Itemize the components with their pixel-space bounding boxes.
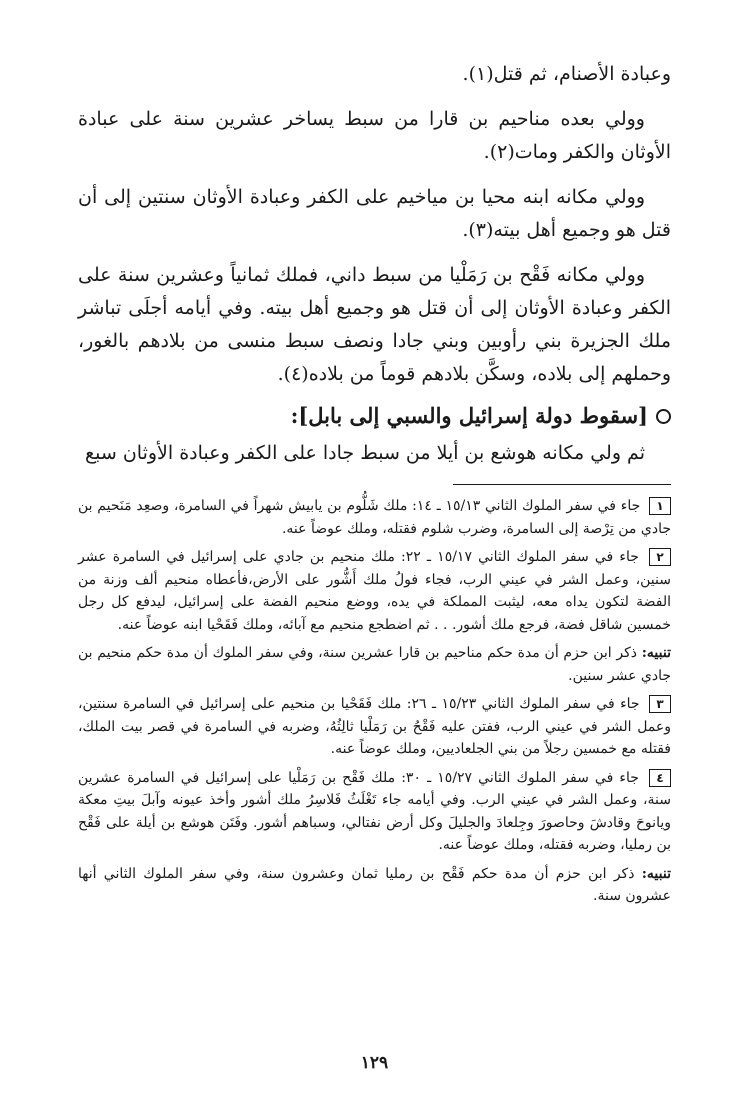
footnote-number: ٣ — [649, 695, 671, 713]
note-text: ذكر ابن حزم أن مدة حكم فَقْح بن رمليا ثمان وعشرون سنة، وفي سفر الملوك الثاني أنها عشرون سنة. — [78, 865, 671, 904]
footnote-text: جاء في سفر الملوك الثاني ١٥/١٧ ـ ٢٢: ملك منحيم بن جادي على إسرائيل في السامرة عشر سنين، وعمل الشر في عيني الرب، فجاء فولُ ملك أَشُّور على الأرض،فأعطاه منحيم ألف وزنة من الفضة لتكون يداه معه، ليثبت المملكة في يده، ووضع منحيم الفضة على إسرائيل، ليدفع كل رجل خمسين شاقل فضة، فرجع ملك أشور. . . ثم اضطجع منحيم مع آبائه، وملك فَقَحْيا ابنه عوضاً عنه. — [78, 549, 671, 633]
book-page — [78, 58, 671, 1109]
footnotes — [78, 495, 671, 908]
footnote-separator — [453, 484, 671, 485]
paragraph-5: ثم ولي مكانه هوشع بن أيلا من سبط جادا على الكفر وعبادة الأوثان سبع — [85, 442, 645, 464]
circle-bullet-icon — [656, 409, 671, 424]
page-number: ١٢٩ — [360, 1053, 389, 1073]
section-heading-text: [سقوط دولة إسرائيل والسبي إلى بابل]: — [290, 403, 648, 428]
note-label: تنبيه: — [641, 865, 671, 882]
footnote-number: ٤ — [649, 769, 671, 787]
main-text — [78, 58, 671, 470]
footnote-number: ٢ — [649, 548, 671, 566]
note-remark-1 — [78, 642, 671, 687]
paragraph-2: وولي بعده مناحيم بن قارا من سبط يساخر عشرين سنة على عبادة الأوثان والكفر ومات(٢). — [78, 108, 671, 163]
paragraph-1: وعبادة الأصنام، ثم قتل(١). — [462, 63, 671, 85]
paragraph-3: وولي مكانه ابنه محيا بن مياخيم على الكفر وعبادة الأوثان سنتين إلى أن قتل هو وجميع أهل بيته(٣). — [78, 186, 671, 241]
footnote-1 — [78, 495, 671, 540]
footnote-text: جاء في سفر الملوك الثاني ١٥/١٣ ـ ١٤: ملك شَلُّوم بن يابيش شهراً في السامرة، وصعِد مَنَحيم بن جادي من تِرْصة إلى السامرة، وضرب شلوم فقتله، وملك عوضاً عنه. — [78, 498, 671, 537]
footnote-text: جاء في سفر الملوك الثاني ١٥/٢٣ ـ ٢٦: ملك فَقَحْيا بن منحيم على إسرائيل في السامرة سنتين، وعمل الشر في عيني الرب، ففتن عليه فَقْحُ بن رَمَلْيا ثالِثُهُ، وضربه في السامرة في قصر بيت الملك، فقتله مع خمسين رجلاً من بني الجلعاديين، وملك عوضاً عنه. — [78, 696, 671, 757]
footnote-number: ١ — [649, 497, 671, 515]
footnote-2 — [78, 546, 671, 636]
footnote-3 — [78, 693, 671, 761]
section-heading — [78, 399, 671, 433]
note-remark-2 — [78, 863, 671, 908]
paragraph-4: وولي مكانه فَقْح بن رَمَلْيا من سبط داني، فملك ثمانياً وعشرين سنة على الكفر وعبادة الأوثان إلى أن قتل هو وجميع أهل بيته. وفي أيامه أجلَى تباشر ملك الجزيرة بني رأوبين وبني جادا ونصف سبط منسى من بلادهم بالغور، وحملهم إلى بلاده، وسكَّن بلادهم قوماً من بلاده(٤). — [78, 264, 671, 385]
footnote-4 — [78, 767, 671, 857]
footnote-text: جاء في سفر الملوك الثاني ١٥/٢٧ ـ ٣٠: ملك فَقْح بن رَمَلْيا على إسرائيل في السامرة عشرين سنة، وعمل الشر في عيني الرب. وفي أيامه جاء تَغْلَثُ فَلاسِرُ ملك أشور وأخذ عيونه وآبلَ بيتِ معكة ويانوحَ وقادشَ وحاصورَ وجِلعادَ والجليلَ وكل أرض نفتالي، وسباهم أشور. وفَتَن هوشع بن أيلة على فَقْح بن رمليا، وضربه فقتله، وملك عوضاً عنه. — [78, 769, 671, 853]
note-label: تنبيه: — [641, 645, 671, 661]
note-text: ذكر ابن حزم أن مدة حكم مناحيم بن قارا عشرين سنة، وفي سفر الملوك أن مدة حكم منحيم بن جادي عشر سنين. — [78, 645, 671, 684]
